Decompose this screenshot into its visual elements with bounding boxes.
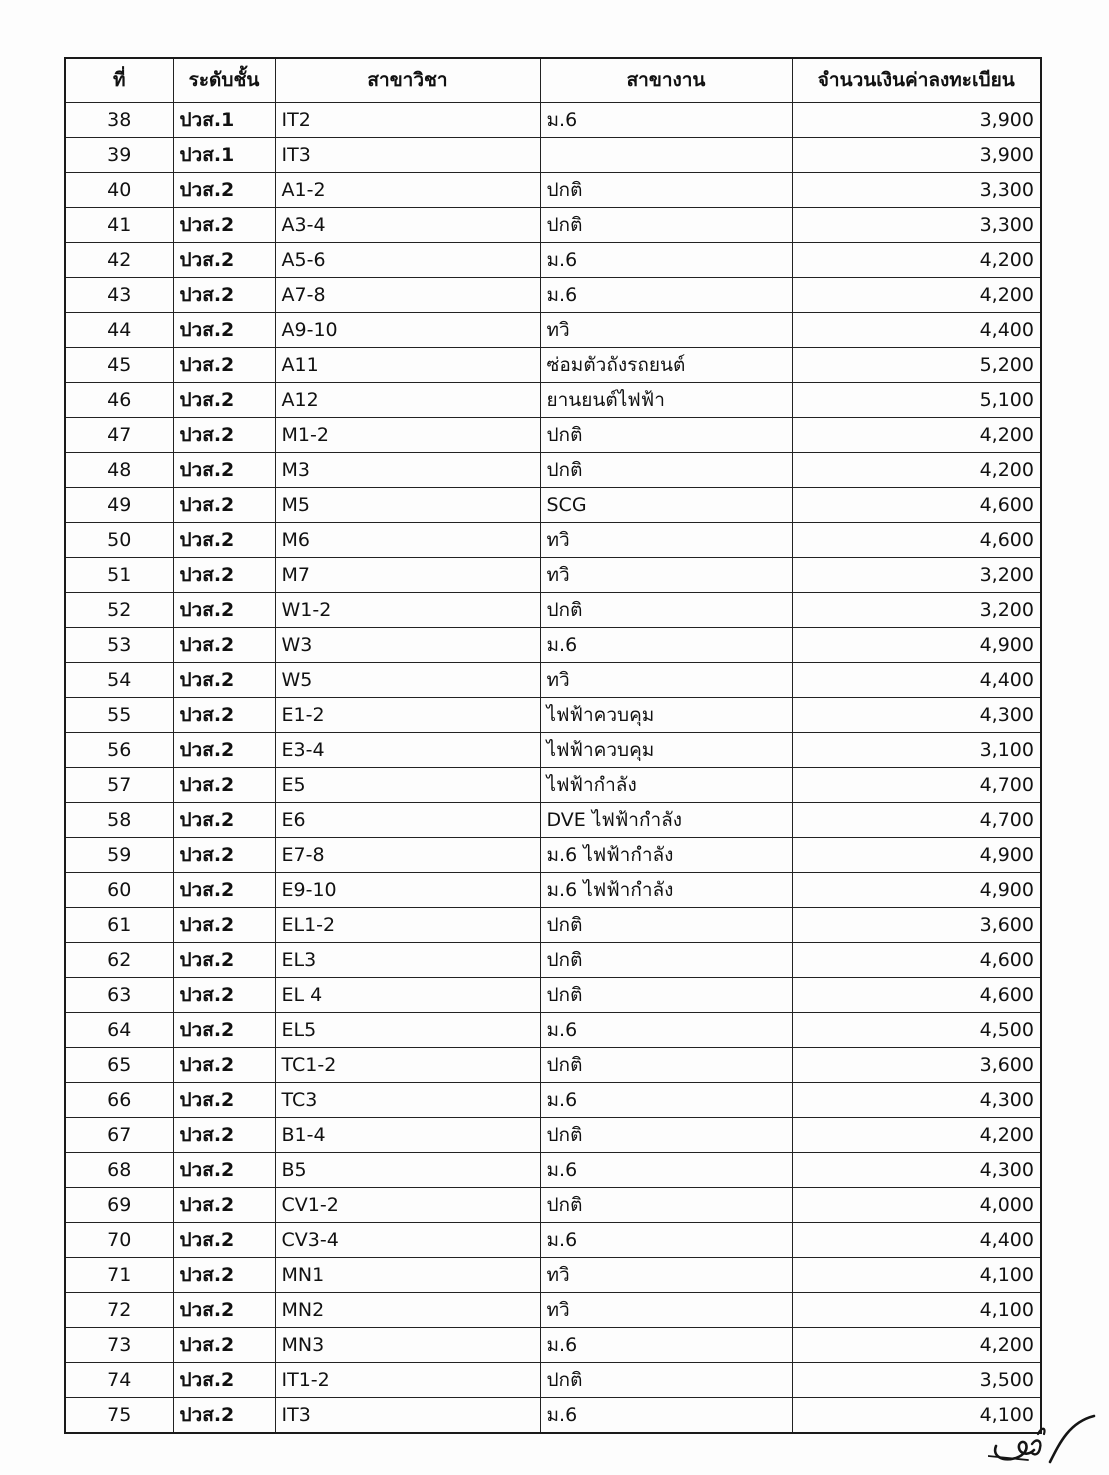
cell-field: ทวิ bbox=[540, 1293, 792, 1328]
cell-field: DVE ไฟฟ้ากำลัง bbox=[540, 803, 792, 838]
cell-no: 52 bbox=[65, 593, 173, 628]
cell-level: ปวส.2 bbox=[173, 558, 275, 593]
cell-field: SCG bbox=[540, 488, 792, 523]
table-row bbox=[65, 453, 1041, 488]
header-amount: จำนวนเงินค่าลงทะเบียน bbox=[792, 58, 1041, 103]
cell-no: 73 bbox=[65, 1328, 173, 1363]
cell-amount: 4,200 bbox=[792, 453, 1041, 488]
cell-level: ปวส.2 bbox=[173, 943, 275, 978]
cell-field: ไฟฟ้าควบคุม bbox=[540, 698, 792, 733]
table-row bbox=[65, 523, 1041, 558]
cell-field: ทวิ bbox=[540, 1258, 792, 1293]
table-row bbox=[65, 943, 1041, 978]
cell-subject: B5 bbox=[275, 1153, 540, 1188]
cell-amount: 5,100 bbox=[792, 383, 1041, 418]
table-row bbox=[65, 173, 1041, 208]
cell-no: 54 bbox=[65, 663, 173, 698]
cell-subject: A11 bbox=[275, 348, 540, 383]
cell-no: 60 bbox=[65, 873, 173, 908]
cell-no: 72 bbox=[65, 1293, 173, 1328]
cell-level: ปวส.2 bbox=[173, 768, 275, 803]
cell-field: ไฟฟ้ากำลัง bbox=[540, 768, 792, 803]
cell-field: ม.6 bbox=[540, 278, 792, 313]
cell-no: 65 bbox=[65, 1048, 173, 1083]
cell-amount: 4,100 bbox=[792, 1258, 1041, 1293]
cell-subject: EL3 bbox=[275, 943, 540, 978]
cell-field bbox=[540, 138, 792, 173]
cell-no: 51 bbox=[65, 558, 173, 593]
cell-no: 55 bbox=[65, 698, 173, 733]
cell-field: ปกติ bbox=[540, 943, 792, 978]
cell-subject: MN2 bbox=[275, 1293, 540, 1328]
cell-no: 43 bbox=[65, 278, 173, 313]
cell-level: ปวส.2 bbox=[173, 243, 275, 278]
table-row bbox=[65, 1013, 1041, 1048]
cell-subject: A9-10 bbox=[275, 313, 540, 348]
cell-amount: 4,400 bbox=[792, 313, 1041, 348]
cell-field: ทวิ bbox=[540, 313, 792, 348]
cell-subject: M1-2 bbox=[275, 418, 540, 453]
table-row bbox=[65, 803, 1041, 838]
cell-no: 39 bbox=[65, 138, 173, 173]
table-row bbox=[65, 418, 1041, 453]
cell-level: ปวส.2 bbox=[173, 348, 275, 383]
handwritten-signature bbox=[988, 1404, 1100, 1466]
table-row bbox=[65, 1188, 1041, 1223]
cell-subject: TC1-2 bbox=[275, 1048, 540, 1083]
cell-level: ปวส.2 bbox=[173, 1153, 275, 1188]
cell-level: ปวส.2 bbox=[173, 838, 275, 873]
cell-no: 40 bbox=[65, 173, 173, 208]
cell-field: ม.6 bbox=[540, 1153, 792, 1188]
cell-level: ปวส.2 bbox=[173, 908, 275, 943]
cell-subject: E5 bbox=[275, 768, 540, 803]
cell-subject: A5-6 bbox=[275, 243, 540, 278]
cell-subject: M7 bbox=[275, 558, 540, 593]
cell-level: ปวส.2 bbox=[173, 1398, 275, 1434]
cell-no: 69 bbox=[65, 1188, 173, 1223]
cell-no: 49 bbox=[65, 488, 173, 523]
cell-amount: 4,900 bbox=[792, 628, 1041, 663]
cell-level: ปวส.2 bbox=[173, 383, 275, 418]
cell-level: ปวส.2 bbox=[173, 488, 275, 523]
cell-amount: 3,200 bbox=[792, 558, 1041, 593]
cell-field: ม.6 bbox=[540, 1398, 792, 1434]
table-row bbox=[65, 663, 1041, 698]
cell-level: ปวส.2 bbox=[173, 1048, 275, 1083]
table-row bbox=[65, 908, 1041, 943]
cell-field: ซ่อมตัวถังรถยนต์ bbox=[540, 348, 792, 383]
cell-subject: IT1-2 bbox=[275, 1363, 540, 1398]
cell-no: 64 bbox=[65, 1013, 173, 1048]
cell-subject: E6 bbox=[275, 803, 540, 838]
header-level: ระดับชั้น bbox=[173, 58, 275, 103]
table-row bbox=[65, 1083, 1041, 1118]
cell-no: 57 bbox=[65, 768, 173, 803]
table-row bbox=[65, 698, 1041, 733]
cell-no: 71 bbox=[65, 1258, 173, 1293]
table-row bbox=[65, 1293, 1041, 1328]
cell-field: ม.6 ไฟฟ้ากำลัง bbox=[540, 838, 792, 873]
cell-subject: E9-10 bbox=[275, 873, 540, 908]
cell-amount: 4,600 bbox=[792, 943, 1041, 978]
table-row bbox=[65, 838, 1041, 873]
cell-amount: 4,200 bbox=[792, 243, 1041, 278]
table-row bbox=[65, 1153, 1041, 1188]
cell-subject: W1-2 bbox=[275, 593, 540, 628]
cell-amount: 5,200 bbox=[792, 348, 1041, 383]
cell-amount: 3,500 bbox=[792, 1363, 1041, 1398]
cell-field: ยานยนต์ไฟฟ้า bbox=[540, 383, 792, 418]
cell-amount: 4,300 bbox=[792, 1083, 1041, 1118]
cell-amount: 3,600 bbox=[792, 1048, 1041, 1083]
cell-level: ปวส.2 bbox=[173, 173, 275, 208]
cell-field: ทวิ bbox=[540, 523, 792, 558]
cell-field: ปกติ bbox=[540, 1363, 792, 1398]
cell-no: 42 bbox=[65, 243, 173, 278]
cell-subject: IT3 bbox=[275, 138, 540, 173]
cell-field: ปกติ bbox=[540, 173, 792, 208]
table-row bbox=[65, 488, 1041, 523]
cell-amount: 4,500 bbox=[792, 1013, 1041, 1048]
cell-no: 74 bbox=[65, 1363, 173, 1398]
cell-field: ปกติ bbox=[540, 978, 792, 1013]
cell-no: 62 bbox=[65, 943, 173, 978]
cell-level: ปวส.2 bbox=[173, 523, 275, 558]
cell-subject: W5 bbox=[275, 663, 540, 698]
cell-no: 56 bbox=[65, 733, 173, 768]
cell-level: ปวส.2 bbox=[173, 978, 275, 1013]
cell-no: 48 bbox=[65, 453, 173, 488]
cell-amount: 4,300 bbox=[792, 1153, 1041, 1188]
cell-amount: 3,300 bbox=[792, 208, 1041, 243]
table-row bbox=[65, 873, 1041, 908]
table-row bbox=[65, 978, 1041, 1013]
cell-field: ม.6 bbox=[540, 1328, 792, 1363]
table-row bbox=[65, 138, 1041, 173]
cell-amount: 4,600 bbox=[792, 523, 1041, 558]
cell-field: ปกติ bbox=[540, 593, 792, 628]
header-subject: สาขาวิชา bbox=[275, 58, 540, 103]
cell-level: ปวส.2 bbox=[173, 733, 275, 768]
cell-field: ม.6 bbox=[540, 1223, 792, 1258]
cell-subject: EL5 bbox=[275, 1013, 540, 1048]
cell-subject: M5 bbox=[275, 488, 540, 523]
cell-no: 63 bbox=[65, 978, 173, 1013]
table-row bbox=[65, 103, 1041, 138]
cell-no: 58 bbox=[65, 803, 173, 838]
cell-level: ปวส.2 bbox=[173, 1223, 275, 1258]
cell-level: ปวส.2 bbox=[173, 1328, 275, 1363]
cell-no: 75 bbox=[65, 1398, 173, 1434]
cell-no: 53 bbox=[65, 628, 173, 663]
table-row bbox=[65, 1328, 1041, 1363]
cell-amount: 4,400 bbox=[792, 1223, 1041, 1258]
cell-field: ทวิ bbox=[540, 663, 792, 698]
cell-no: 47 bbox=[65, 418, 173, 453]
cell-field: ม.6 bbox=[540, 243, 792, 278]
table-row bbox=[65, 768, 1041, 803]
cell-subject: IT2 bbox=[275, 103, 540, 138]
cell-subject: B1-4 bbox=[275, 1118, 540, 1153]
cell-field: ทวิ bbox=[540, 558, 792, 593]
cell-level: ปวส.2 bbox=[173, 1293, 275, 1328]
cell-amount: 4,700 bbox=[792, 768, 1041, 803]
cell-no: 45 bbox=[65, 348, 173, 383]
cell-level: ปวส.2 bbox=[173, 1118, 275, 1153]
cell-no: 61 bbox=[65, 908, 173, 943]
cell-amount: 3,900 bbox=[792, 138, 1041, 173]
cell-field: ปกติ bbox=[540, 453, 792, 488]
header-field: สาขางาน bbox=[540, 58, 792, 103]
table-row bbox=[65, 628, 1041, 663]
cell-no: 41 bbox=[65, 208, 173, 243]
cell-field: ม.6 bbox=[540, 1083, 792, 1118]
cell-subject: W3 bbox=[275, 628, 540, 663]
cell-amount: 4,000 bbox=[792, 1188, 1041, 1223]
cell-field: ปกติ bbox=[540, 1188, 792, 1223]
cell-level: ปวส.2 bbox=[173, 208, 275, 243]
cell-amount: 4,200 bbox=[792, 1118, 1041, 1153]
table-row bbox=[65, 313, 1041, 348]
cell-no: 66 bbox=[65, 1083, 173, 1118]
cell-field: ปกติ bbox=[540, 1118, 792, 1153]
cell-level: ปวส.2 bbox=[173, 1188, 275, 1223]
cell-amount: 4,200 bbox=[792, 1328, 1041, 1363]
cell-subject: CV3-4 bbox=[275, 1223, 540, 1258]
cell-field: ปกติ bbox=[540, 418, 792, 453]
cell-subject: EL 4 bbox=[275, 978, 540, 1013]
cell-no: 38 bbox=[65, 103, 173, 138]
cell-subject: A1-2 bbox=[275, 173, 540, 208]
cell-subject: M3 bbox=[275, 453, 540, 488]
cell-subject: MN3 bbox=[275, 1328, 540, 1363]
cell-no: 68 bbox=[65, 1153, 173, 1188]
cell-level: ปวส.2 bbox=[173, 593, 275, 628]
cell-subject: EL1-2 bbox=[275, 908, 540, 943]
cell-level: ปวส.1 bbox=[173, 138, 275, 173]
cell-amount: 4,100 bbox=[792, 1398, 1041, 1434]
cell-subject: A7-8 bbox=[275, 278, 540, 313]
cell-level: ปวส.2 bbox=[173, 1363, 275, 1398]
cell-field: ไฟฟ้าควบคุม bbox=[540, 733, 792, 768]
cell-amount: 4,200 bbox=[792, 278, 1041, 313]
table-header bbox=[65, 58, 1041, 103]
table-body bbox=[65, 103, 1041, 1434]
cell-amount: 4,600 bbox=[792, 488, 1041, 523]
cell-field: ม.6 bbox=[540, 1013, 792, 1048]
cell-subject: E3-4 bbox=[275, 733, 540, 768]
cell-level: ปวส.2 bbox=[173, 628, 275, 663]
cell-level: ปวส.2 bbox=[173, 418, 275, 453]
cell-subject: TC3 bbox=[275, 1083, 540, 1118]
cell-subject: A3-4 bbox=[275, 208, 540, 243]
cell-field: ปกติ bbox=[540, 908, 792, 943]
cell-level: ปวส.2 bbox=[173, 1258, 275, 1293]
cell-subject: E1-2 bbox=[275, 698, 540, 733]
cell-no: 67 bbox=[65, 1118, 173, 1153]
table-row bbox=[65, 208, 1041, 243]
cell-amount: 3,600 bbox=[792, 908, 1041, 943]
cell-amount: 4,100 bbox=[792, 1293, 1041, 1328]
cell-level: ปวส.2 bbox=[173, 803, 275, 838]
cell-subject: MN1 bbox=[275, 1258, 540, 1293]
cell-no: 59 bbox=[65, 838, 173, 873]
cell-level: ปวส.2 bbox=[173, 698, 275, 733]
cell-level: ปวส.2 bbox=[173, 1083, 275, 1118]
table-row bbox=[65, 558, 1041, 593]
table-row bbox=[65, 1258, 1041, 1293]
cell-amount: 3,900 bbox=[792, 103, 1041, 138]
table-row bbox=[65, 1048, 1041, 1083]
cell-field: ม.6 bbox=[540, 103, 792, 138]
cell-amount: 3,300 bbox=[792, 173, 1041, 208]
cell-subject: IT3 bbox=[275, 1398, 540, 1434]
cell-amount: 4,200 bbox=[792, 418, 1041, 453]
registration-fee-table bbox=[64, 57, 1042, 1434]
cell-level: ปวส.2 bbox=[173, 873, 275, 908]
cell-no: 50 bbox=[65, 523, 173, 558]
cell-field: ม.6 ไฟฟ้ากำลัง bbox=[540, 873, 792, 908]
cell-amount: 4,900 bbox=[792, 873, 1041, 908]
cell-field: ม.6 bbox=[540, 628, 792, 663]
table-row bbox=[65, 1118, 1041, 1153]
cell-no: 46 bbox=[65, 383, 173, 418]
cell-amount: 4,900 bbox=[792, 838, 1041, 873]
table-row bbox=[65, 1363, 1041, 1398]
table-row bbox=[65, 383, 1041, 418]
cell-subject: A12 bbox=[275, 383, 540, 418]
cell-no: 44 bbox=[65, 313, 173, 348]
table-row bbox=[65, 593, 1041, 628]
table-row bbox=[65, 1223, 1041, 1258]
header-row bbox=[65, 58, 1041, 103]
cell-subject: CV1-2 bbox=[275, 1188, 540, 1223]
cell-amount: 4,600 bbox=[792, 978, 1041, 1013]
cell-level: ปวส.2 bbox=[173, 453, 275, 488]
table-row bbox=[65, 348, 1041, 383]
cell-level: ปวส.2 bbox=[173, 313, 275, 348]
cell-field: ปกติ bbox=[540, 208, 792, 243]
cell-amount: 3,100 bbox=[792, 733, 1041, 768]
table-row bbox=[65, 243, 1041, 278]
cell-level: ปวส.2 bbox=[173, 1013, 275, 1048]
cell-level: ปวส.2 bbox=[173, 663, 275, 698]
cell-subject: E7-8 bbox=[275, 838, 540, 873]
cell-amount: 3,200 bbox=[792, 593, 1041, 628]
table-row bbox=[65, 733, 1041, 768]
cell-amount: 4,400 bbox=[792, 663, 1041, 698]
cell-field: ปกติ bbox=[540, 1048, 792, 1083]
cell-amount: 4,300 bbox=[792, 698, 1041, 733]
cell-amount: 4,700 bbox=[792, 803, 1041, 838]
cell-subject: M6 bbox=[275, 523, 540, 558]
cell-no: 70 bbox=[65, 1223, 173, 1258]
table-row bbox=[65, 1398, 1041, 1434]
header-no: ที่ bbox=[65, 58, 173, 103]
cell-level: ปวส.1 bbox=[173, 103, 275, 138]
table-row bbox=[65, 278, 1041, 313]
cell-level: ปวส.2 bbox=[173, 278, 275, 313]
